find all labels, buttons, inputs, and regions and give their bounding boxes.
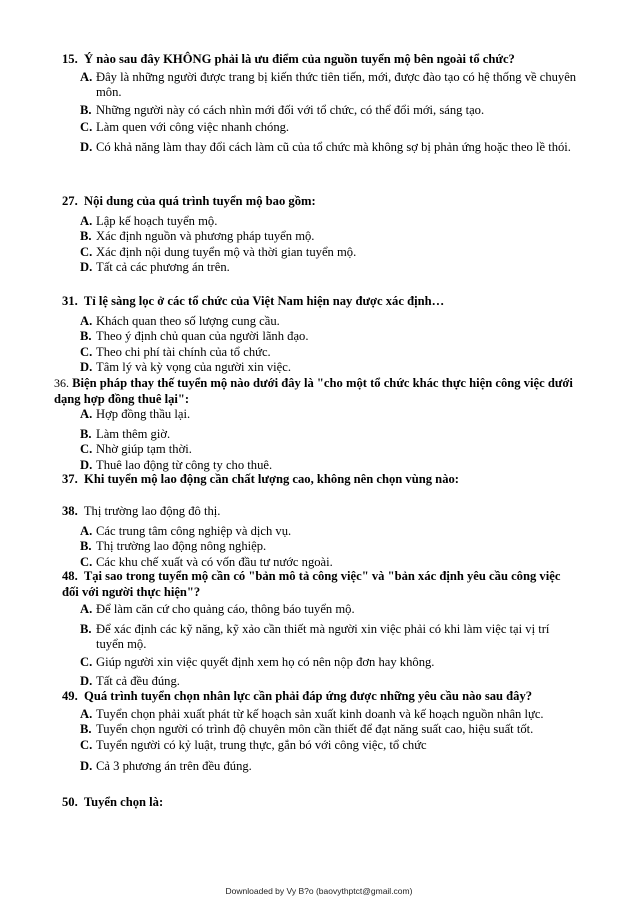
option-c: C. Nhờ giúp tạm thời.	[80, 442, 192, 456]
question-15	[62, 52, 578, 155]
option-d: D. Thuê lao động từ công ty cho thuê.	[80, 457, 273, 472]
option-c: C. Tuyển người có kỷ luật, trung thực, gắn bó với công việc, tổ chức	[80, 737, 427, 752]
option-c: C. Làm quen với công việc nhanh chóng.	[80, 120, 290, 134]
download-footer: Downloaded by Vy B?o (baovythptct@gmail.com)	[225, 886, 413, 896]
option-c: C. Xác định nội dung tuyển mộ và thời gian tuyển mộ.	[80, 244, 357, 259]
option-a: A. Hợp đồng thầu lại.	[80, 407, 191, 421]
question-36	[54, 376, 580, 473]
option-a: A. Để làm căn cứ cho quảng cáo, thông báo tuyển mộ.	[80, 602, 355, 616]
option-b: B. Theo ý định chủ quan của người lãnh đạo.	[80, 329, 309, 343]
option-c: C. Giúp người xin việc quyết định xem họ có nên nộp đơn hay không.	[80, 654, 435, 669]
question-48	[62, 569, 574, 690]
option-b: B. Tuyển chọn người có trình độ chuyên môn cần thiết để đạt năng suất cao, hiệu suất tốt.	[80, 722, 534, 736]
option-d: D. Tất cả đều đúng.	[80, 674, 180, 688]
option-b: B. Thị trường lao động nông nghiệp.	[80, 539, 267, 553]
question-title: 49. Quá trình tuyển chọn nhân lực cần phải đáp ứng được những yêu cầu nào sau đây?	[62, 689, 533, 703]
option-d: D. Tâm lý và kỳ vọng của người xin việc.	[80, 360, 292, 374]
question-title: 27. Nội dung của quá trình tuyển mộ bao gồm:	[62, 194, 316, 208]
option-d: D. Cả 3 phương án trên đều đúng.	[80, 759, 252, 773]
question-50	[62, 795, 578, 811]
option-a: A. Đây là những người được trang bị kiến thức tiên tiến, mới, được đào tạo có hệ thống về chuyên môn.	[80, 69, 577, 99]
option-c: C. Theo chi phí tài chính của tổ chức.	[80, 344, 271, 359]
option-c: C. Các khu chế xuất và có vốn đầu tư nước ngoài.	[80, 554, 333, 569]
question-title: 31. Tỉ lệ sàng lọc ở các tổ chức của Việt Nam hiện nay được xác định…	[62, 294, 445, 308]
option-b: B. Xác định nguồn và phương pháp tuyển mộ.	[80, 229, 315, 243]
option-d: D. Có khả năng làm thay đổi cách làm cũ của tổ chức mà không sợ bị phản ứng hoặc theo lề thói.	[80, 139, 571, 154]
question-49	[62, 689, 588, 775]
option-a: A. Tuyển chọn phải xuất phát từ kế hoạch sản xuất kinh doanh và kế hoạch nguồn nhân lực.	[80, 706, 544, 721]
question-title: 48. Tại sao trong tuyển mộ cần có "bản mô tả công việc" và "bản xác định yêu cầu công việc đối với người thực hiện"?	[62, 569, 561, 599]
question-title: 38. Thị trường lao động đô thị.	[62, 504, 221, 518]
option-b: B. Những người này có cách nhìn mới đối với tổ chức, có thể đổi mới, sáng tạo.	[80, 102, 485, 117]
question-title: 50. Tuyển chọn là:	[62, 795, 164, 809]
question-31	[62, 294, 578, 376]
question-title: 36. Biện pháp thay thế tuyển mộ nào dưới đây là "cho một tổ chức khác thực hiện công việc dưới dạng hợp đồng thuê lại":	[54, 376, 573, 406]
option-a: A. Khách quan theo số lượng cung cầu.	[80, 313, 280, 328]
question-title: 37. Khi tuyển mộ lao động cần chất lượng cao, không nên chọn vùng nào:	[62, 472, 459, 486]
option-d: D. Tất cả các phương án trên.	[80, 260, 230, 274]
question-title: 15. Ý nào sau đây KHÔNG phải là ưu điểm của nguồn tuyển mộ bên ngoài tổ chức?	[62, 52, 515, 66]
question-38	[62, 504, 578, 570]
option-a: A. Lập kế hoạch tuyển mộ.	[80, 213, 218, 228]
question-27	[62, 194, 578, 276]
option-b: B. Để xác định các kỹ năng, kỹ xảo cần thiết mà người xin việc phải có khi làm việc tại vị trí tuyển mộ.	[80, 621, 550, 651]
option-b: B. Làm thêm giờ.	[80, 426, 171, 441]
option-a: A. Các trung tâm công nghiệp và dịch vụ.	[80, 523, 292, 538]
question-37	[62, 472, 578, 488]
